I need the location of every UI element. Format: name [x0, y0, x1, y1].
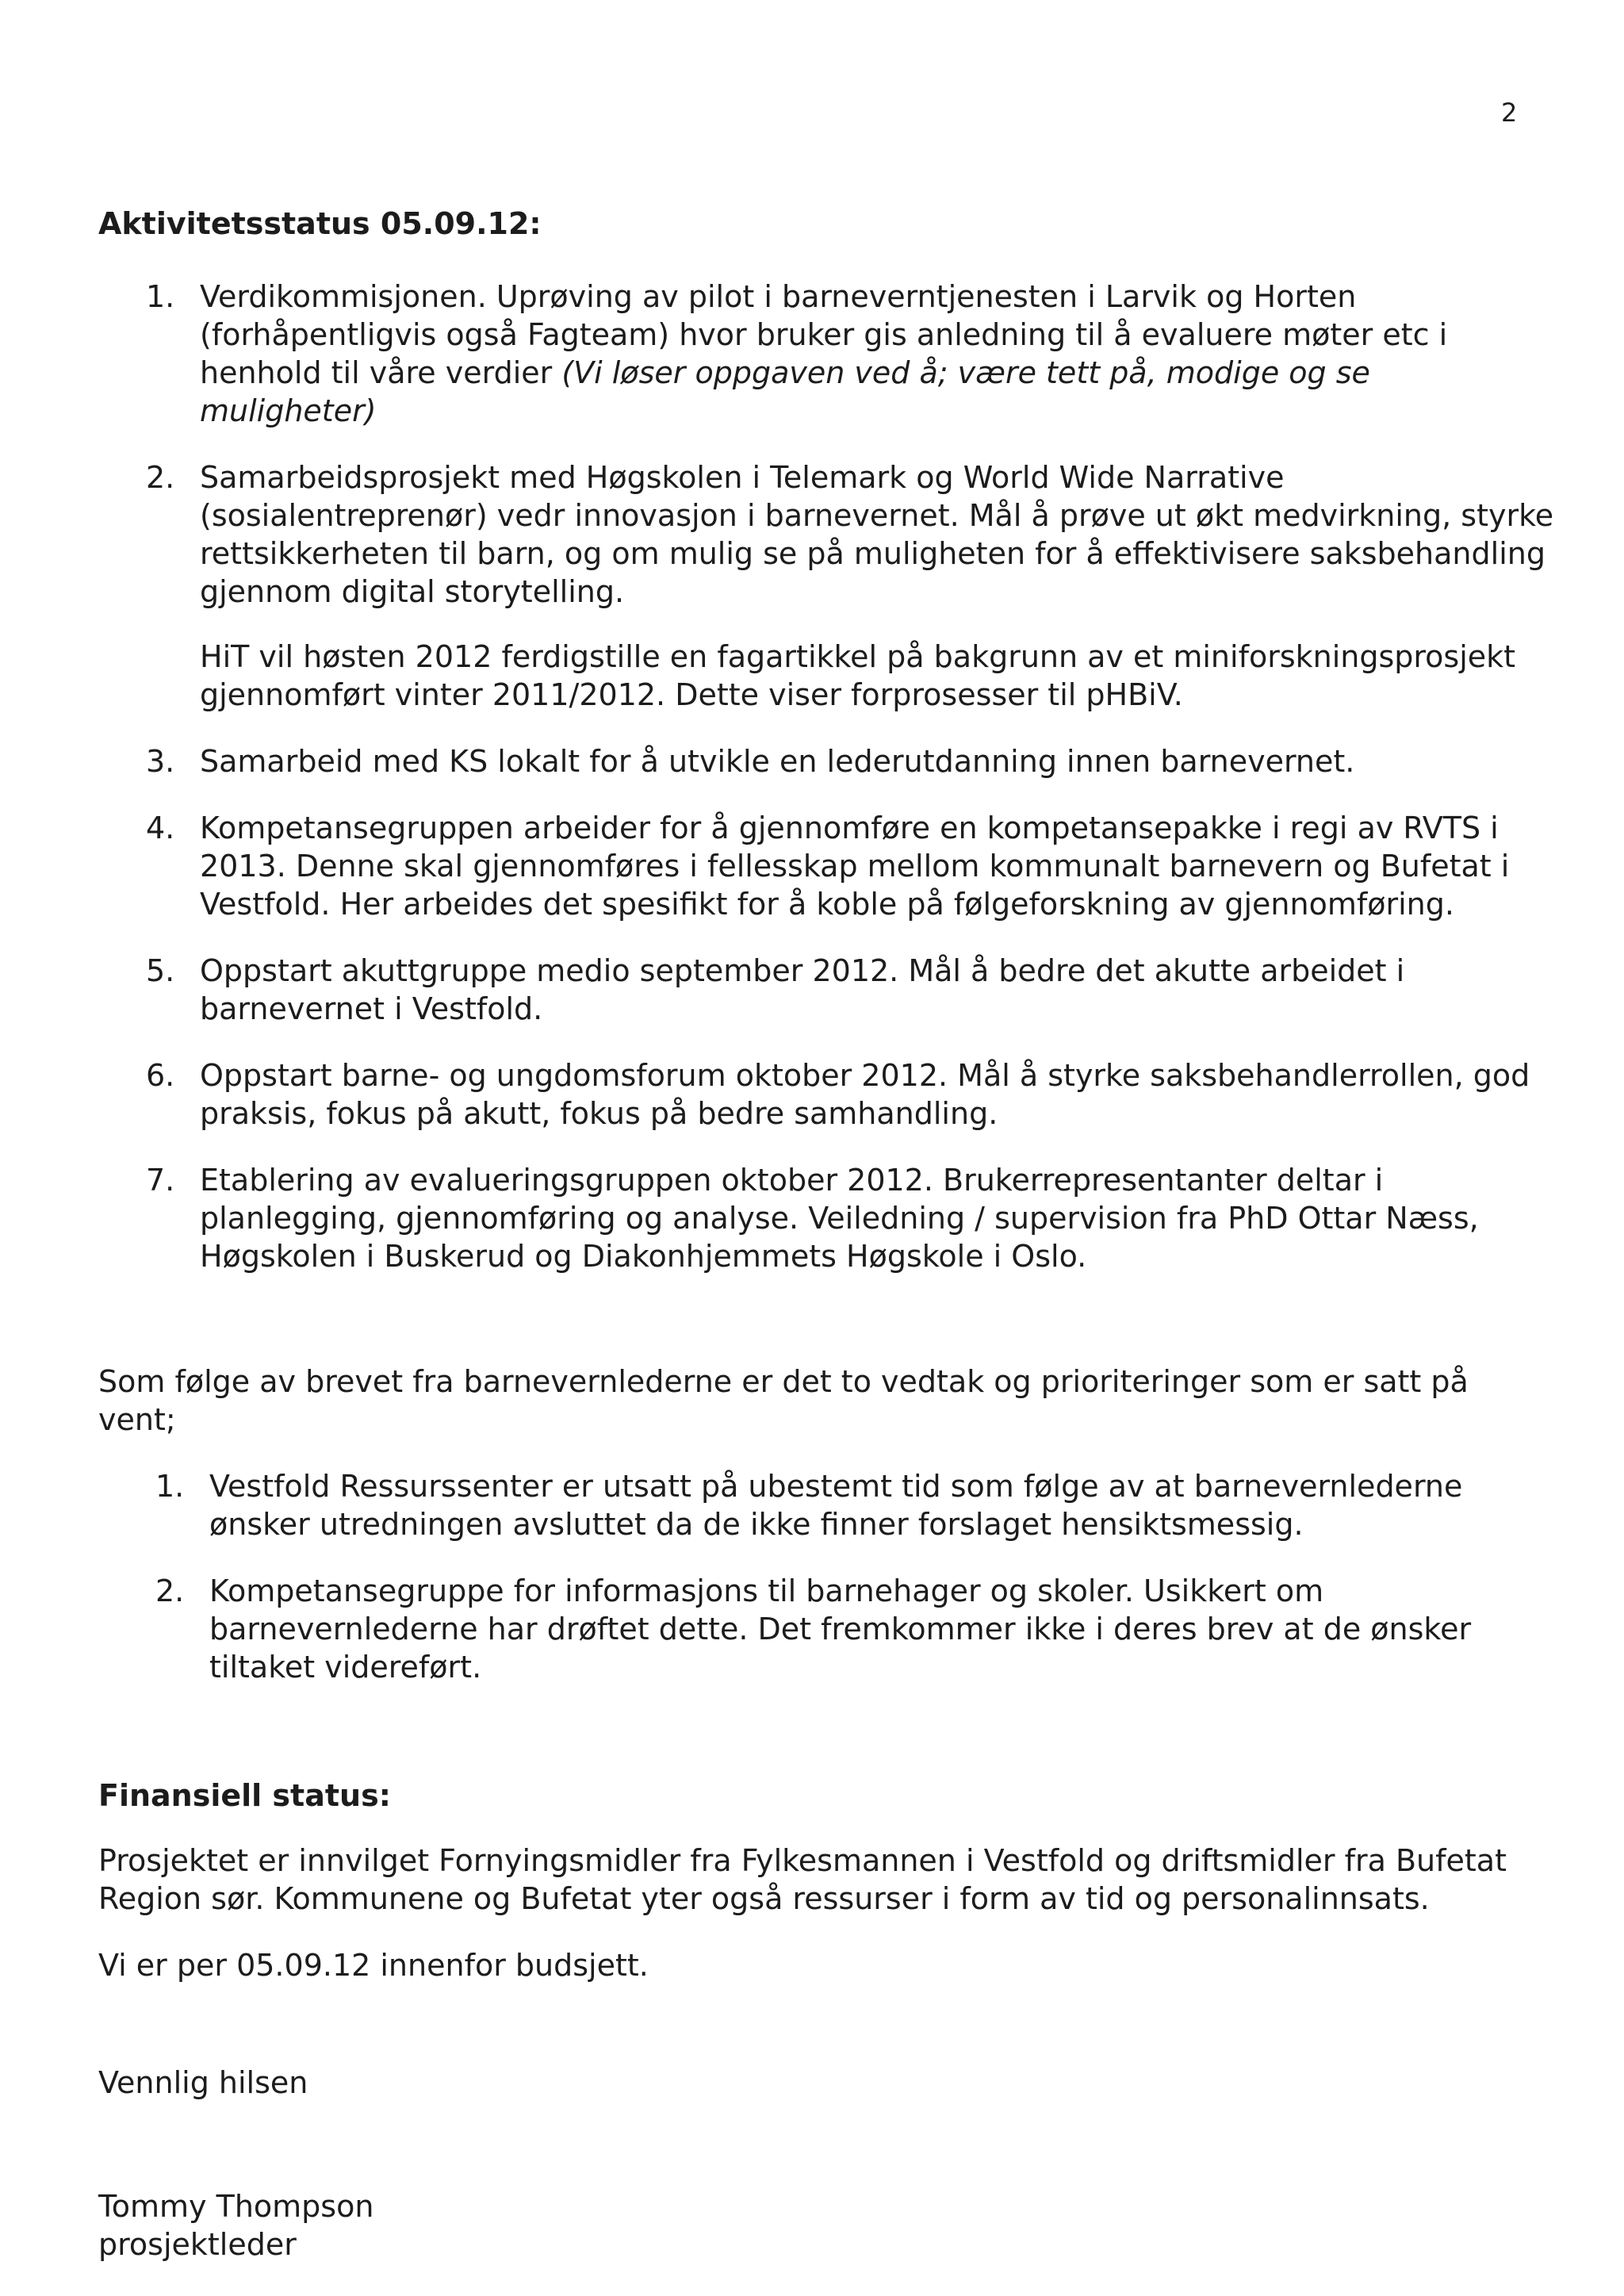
- list-item: [98, 809, 1554, 923]
- item-text: Oppstart barne- og ungdomsforum oktober 2012. Mål å styrke saksbehandlerrollen, god praksis, fokus på akutt, fokus på bedre samhandling.: [200, 1058, 1530, 1131]
- list-item: [98, 278, 1554, 430]
- item-number: 5.: [146, 953, 175, 988]
- item-number: 2.: [146, 460, 175, 495]
- page-number: 2: [1501, 98, 1518, 128]
- consequence-list: [98, 1467, 1554, 1686]
- item-text: Vestfold Ressurssenter er utsatt på ubestemt tid som følge av at barnevernlederne ønsker utredningen avsluttet da de ikke finner forslaget hensiktsmessig.: [209, 1469, 1463, 1542]
- consequence-intro: Som følge av brevet fra barnevernlederne er det to vedtak og prioriteringer som er satt på vent;: [98, 1364, 1469, 1437]
- item-extra-text: HiT vil høsten 2012 ferdigstille en fagartikkel på bakgrunn av et miniforskningsprosjekt gjennomført vinter 2011/2012. Dette viser forprosesser til pHBiV.: [200, 639, 1516, 712]
- finance-paragraph: Prosjektet er innvilget Fornyingsmidler fra Fylkesmannen i Vestfold og driftsmidler fra Bufetat Region sør. Kommunene og Bufetat yter også ressurser i form av tid og personalinnsats.: [98, 1843, 1507, 1916]
- list-item: [98, 1572, 1554, 1686]
- list-item: [98, 458, 1554, 714]
- budget-paragraph: Vi er per 05.09.12 innenfor budsjett.: [98, 1948, 649, 1983]
- item-text: Oppstart akuttgruppe medio september 2012. Mål å bedre det akutte arbeidet i barnevernet i Vestfold.: [200, 953, 1405, 1026]
- item-text: Samarbeid med KS lokalt for å utvikle en lederutdanning innen barnevernet.: [200, 744, 1355, 779]
- item-number: 7.: [146, 1163, 175, 1198]
- item-number: 6.: [146, 1058, 175, 1093]
- item-text: Etablering av evalueringsgruppen oktober 2012. Brukerrepresentanter deltar i planlegging, gjennomføring og analyse. Veiledning / supervision fra PhD Ottar Næss, Høgskolen i Buskerud og Diakonhjemmets Høgskole i Oslo.: [200, 1163, 1479, 1274]
- item-number: 4.: [146, 811, 175, 845]
- item-text: Verdikommisjonen. Uprøving av pilot i barneverntjenesten i Larvik og Horten (forhåpentligvis også Fagteam) hvor bruker gis anledning til å evaluere møter etc i henhold til våre verdier (Vi løser oppgaven ved å; være tett på, modige og se muligheter): [200, 279, 1448, 428]
- signature-name: Tommy Thompson: [98, 2189, 374, 2224]
- list-item: [98, 742, 1554, 780]
- letter-body: [98, 205, 1554, 2263]
- item-text: Kompetansegruppen arbeider for å gjennomføre en kompetansepakke i regi av RVTS i 2013. Denne skal gjennomføres i fellesskap mellom kommunalt barnevern og Bufetat i Vestfold. Her arbeides det spesifikt for å koble på følgeforskning av gjennomføring.: [200, 811, 1510, 922]
- item-text: Kompetansegruppe for informasjons til barnehager og skoler. Usikkert om barnevernlederne har drøftet dette. Det fremkommer ikke i deres brev at de ønsker tiltaket videreført.: [209, 1573, 1472, 1685]
- item-text: Samarbeidsprosjekt med Høgskolen i Telemark og World Wide Narrative (sosialentreprenør) vedr innovasjon i barnevernet. Mål å prøve ut økt medvirkning, styrke rettsikkerheten til barn, og om mulig se på muligheten for å effektivisere saksbehandling gjennom digital storytelling.: [200, 460, 1554, 609]
- item-italic: (Vi løser oppgaven ved å; være tett på, modige og se muligheter): [200, 355, 1370, 428]
- item-number: 1.: [155, 1469, 185, 1504]
- item-number: 2.: [155, 1573, 185, 1608]
- list-item: [98, 1056, 1554, 1133]
- activity-list: [98, 278, 1554, 1275]
- list-item: [98, 952, 1554, 1028]
- finance-heading: Finansiell status:: [98, 1778, 391, 1813]
- signature-role: prosjektleder: [98, 2227, 297, 2262]
- activity-heading: Aktivitetsstatus 05.09.12:: [98, 206, 542, 241]
- list-item: [98, 1161, 1554, 1275]
- greeting: Vennlig hilsen: [98, 2065, 308, 2100]
- item-number: 3.: [146, 744, 175, 779]
- list-item: [98, 1467, 1554, 1543]
- item-number: 1.: [146, 279, 175, 314]
